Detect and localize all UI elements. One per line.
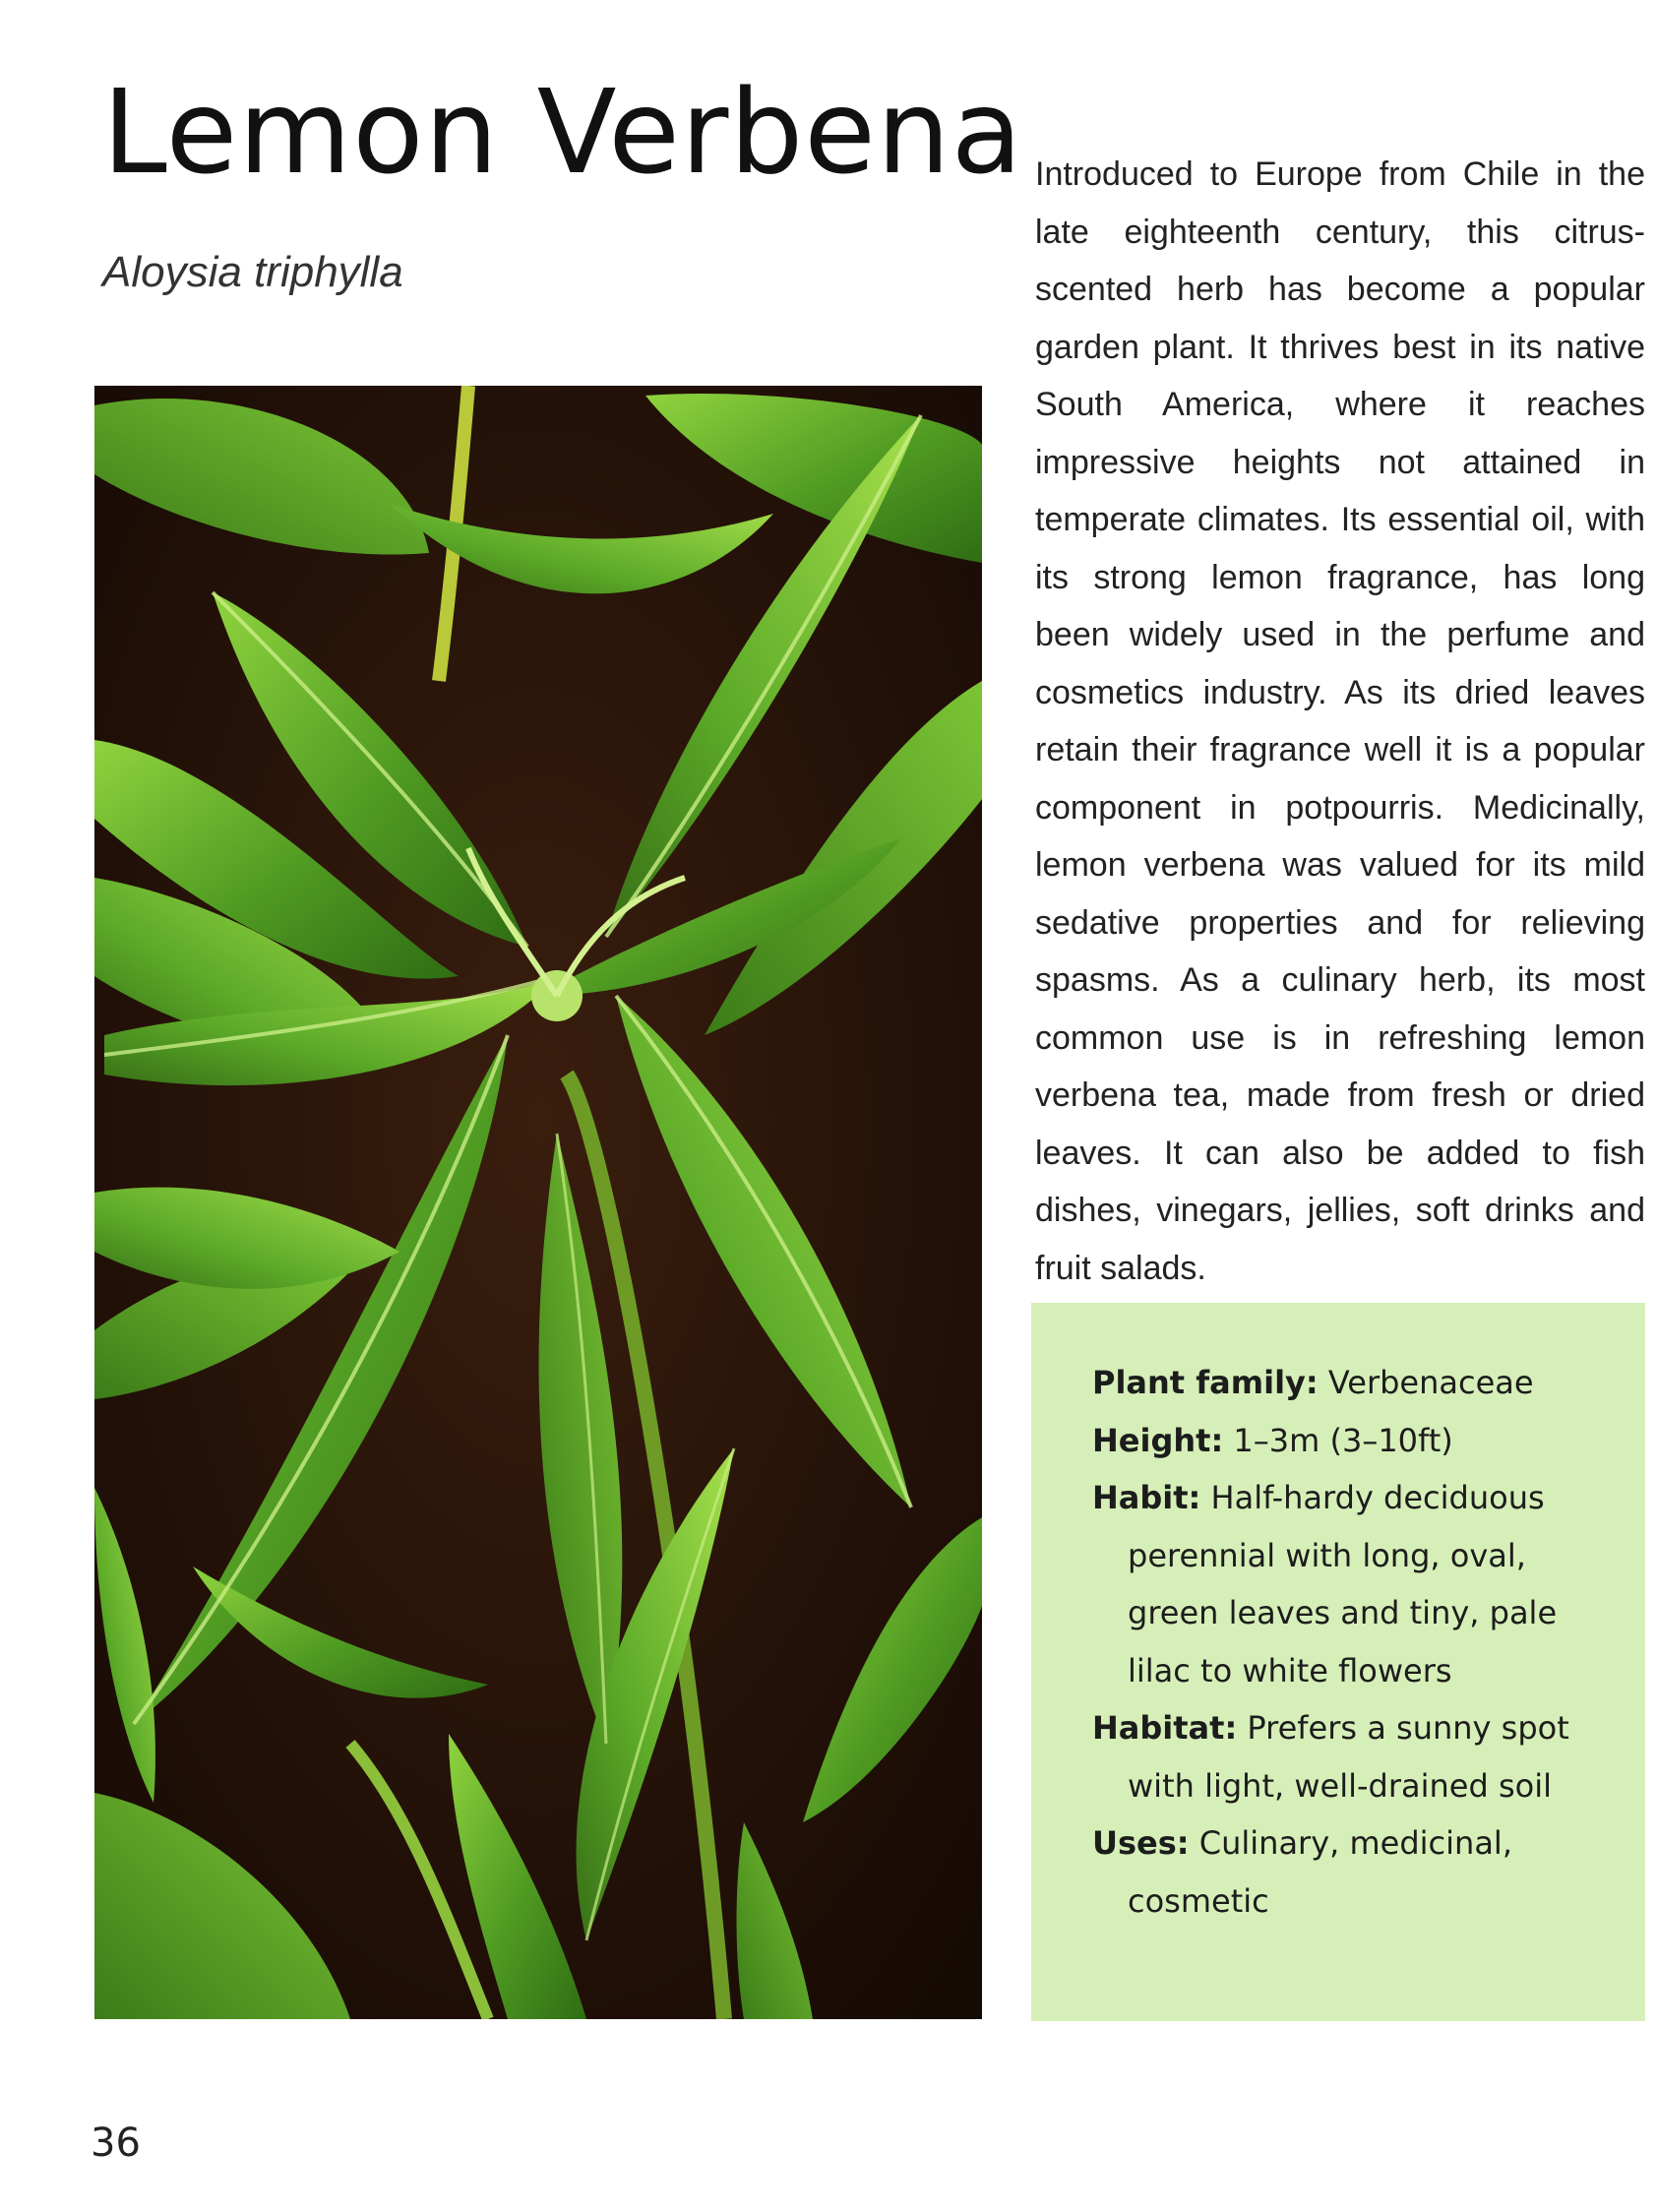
fact-value: Verbenaceae <box>1327 1364 1534 1401</box>
leaf-illustration <box>94 386 982 2019</box>
fact-plant-family <box>1092 1354 1606 1412</box>
fact-habitat <box>1092 1699 1606 1814</box>
latin-name: Aloysia triphylla <box>102 248 403 296</box>
plant-facts-box <box>1031 1303 1645 2021</box>
fact-value: 1–3m (3–10ft) <box>1233 1421 1453 1459</box>
plant-photo <box>94 386 982 2019</box>
fact-label: Habitat: <box>1092 1709 1238 1747</box>
page-number: 36 <box>91 2120 141 2166</box>
fact-value: Half-hardy deciduous perennial with long, oval, green leaves and tiny, pale lilac to white flowers <box>1128 1479 1558 1690</box>
page-title: Lemon Verbena <box>102 64 1023 200</box>
fact-value: Prefers a sunny spot with light, well-drained soil <box>1128 1709 1569 1805</box>
fact-value: Culinary, medicinal, cosmetic <box>1128 1824 1512 1920</box>
fact-label: Uses: <box>1092 1824 1190 1862</box>
fact-habit <box>1092 1469 1606 1699</box>
fact-label: Height: <box>1092 1421 1224 1459</box>
description-paragraph: Introduced to Europe from Chile in the late eighteenth century, this citrus-scented herb has become a popular garden plant. It thrives best in its native South America, where it reaches impressive heights not attained in temperate climates. Its essential oil, with its strong lemon fragrance, has long been widely used in the perfume and cosmetics industry. As its dried leaves retain their fragrance well it is a popular component in potpourris. Medicinally, lemon verbena was valued for its mild sedative properties and for relieving spasms. As a culinary herb, its most common use is in refreshing lemon verbena tea, made from fresh or dried leaves. It can also be added to fish dishes, vinegars, jellies, soft drinks and fruit salads. <box>1035 155 1645 1287</box>
fact-label: Plant family: <box>1092 1364 1319 1401</box>
fact-height <box>1092 1412 1606 1470</box>
fact-uses <box>1092 1814 1606 1930</box>
fact-label: Habit: <box>1092 1479 1201 1516</box>
